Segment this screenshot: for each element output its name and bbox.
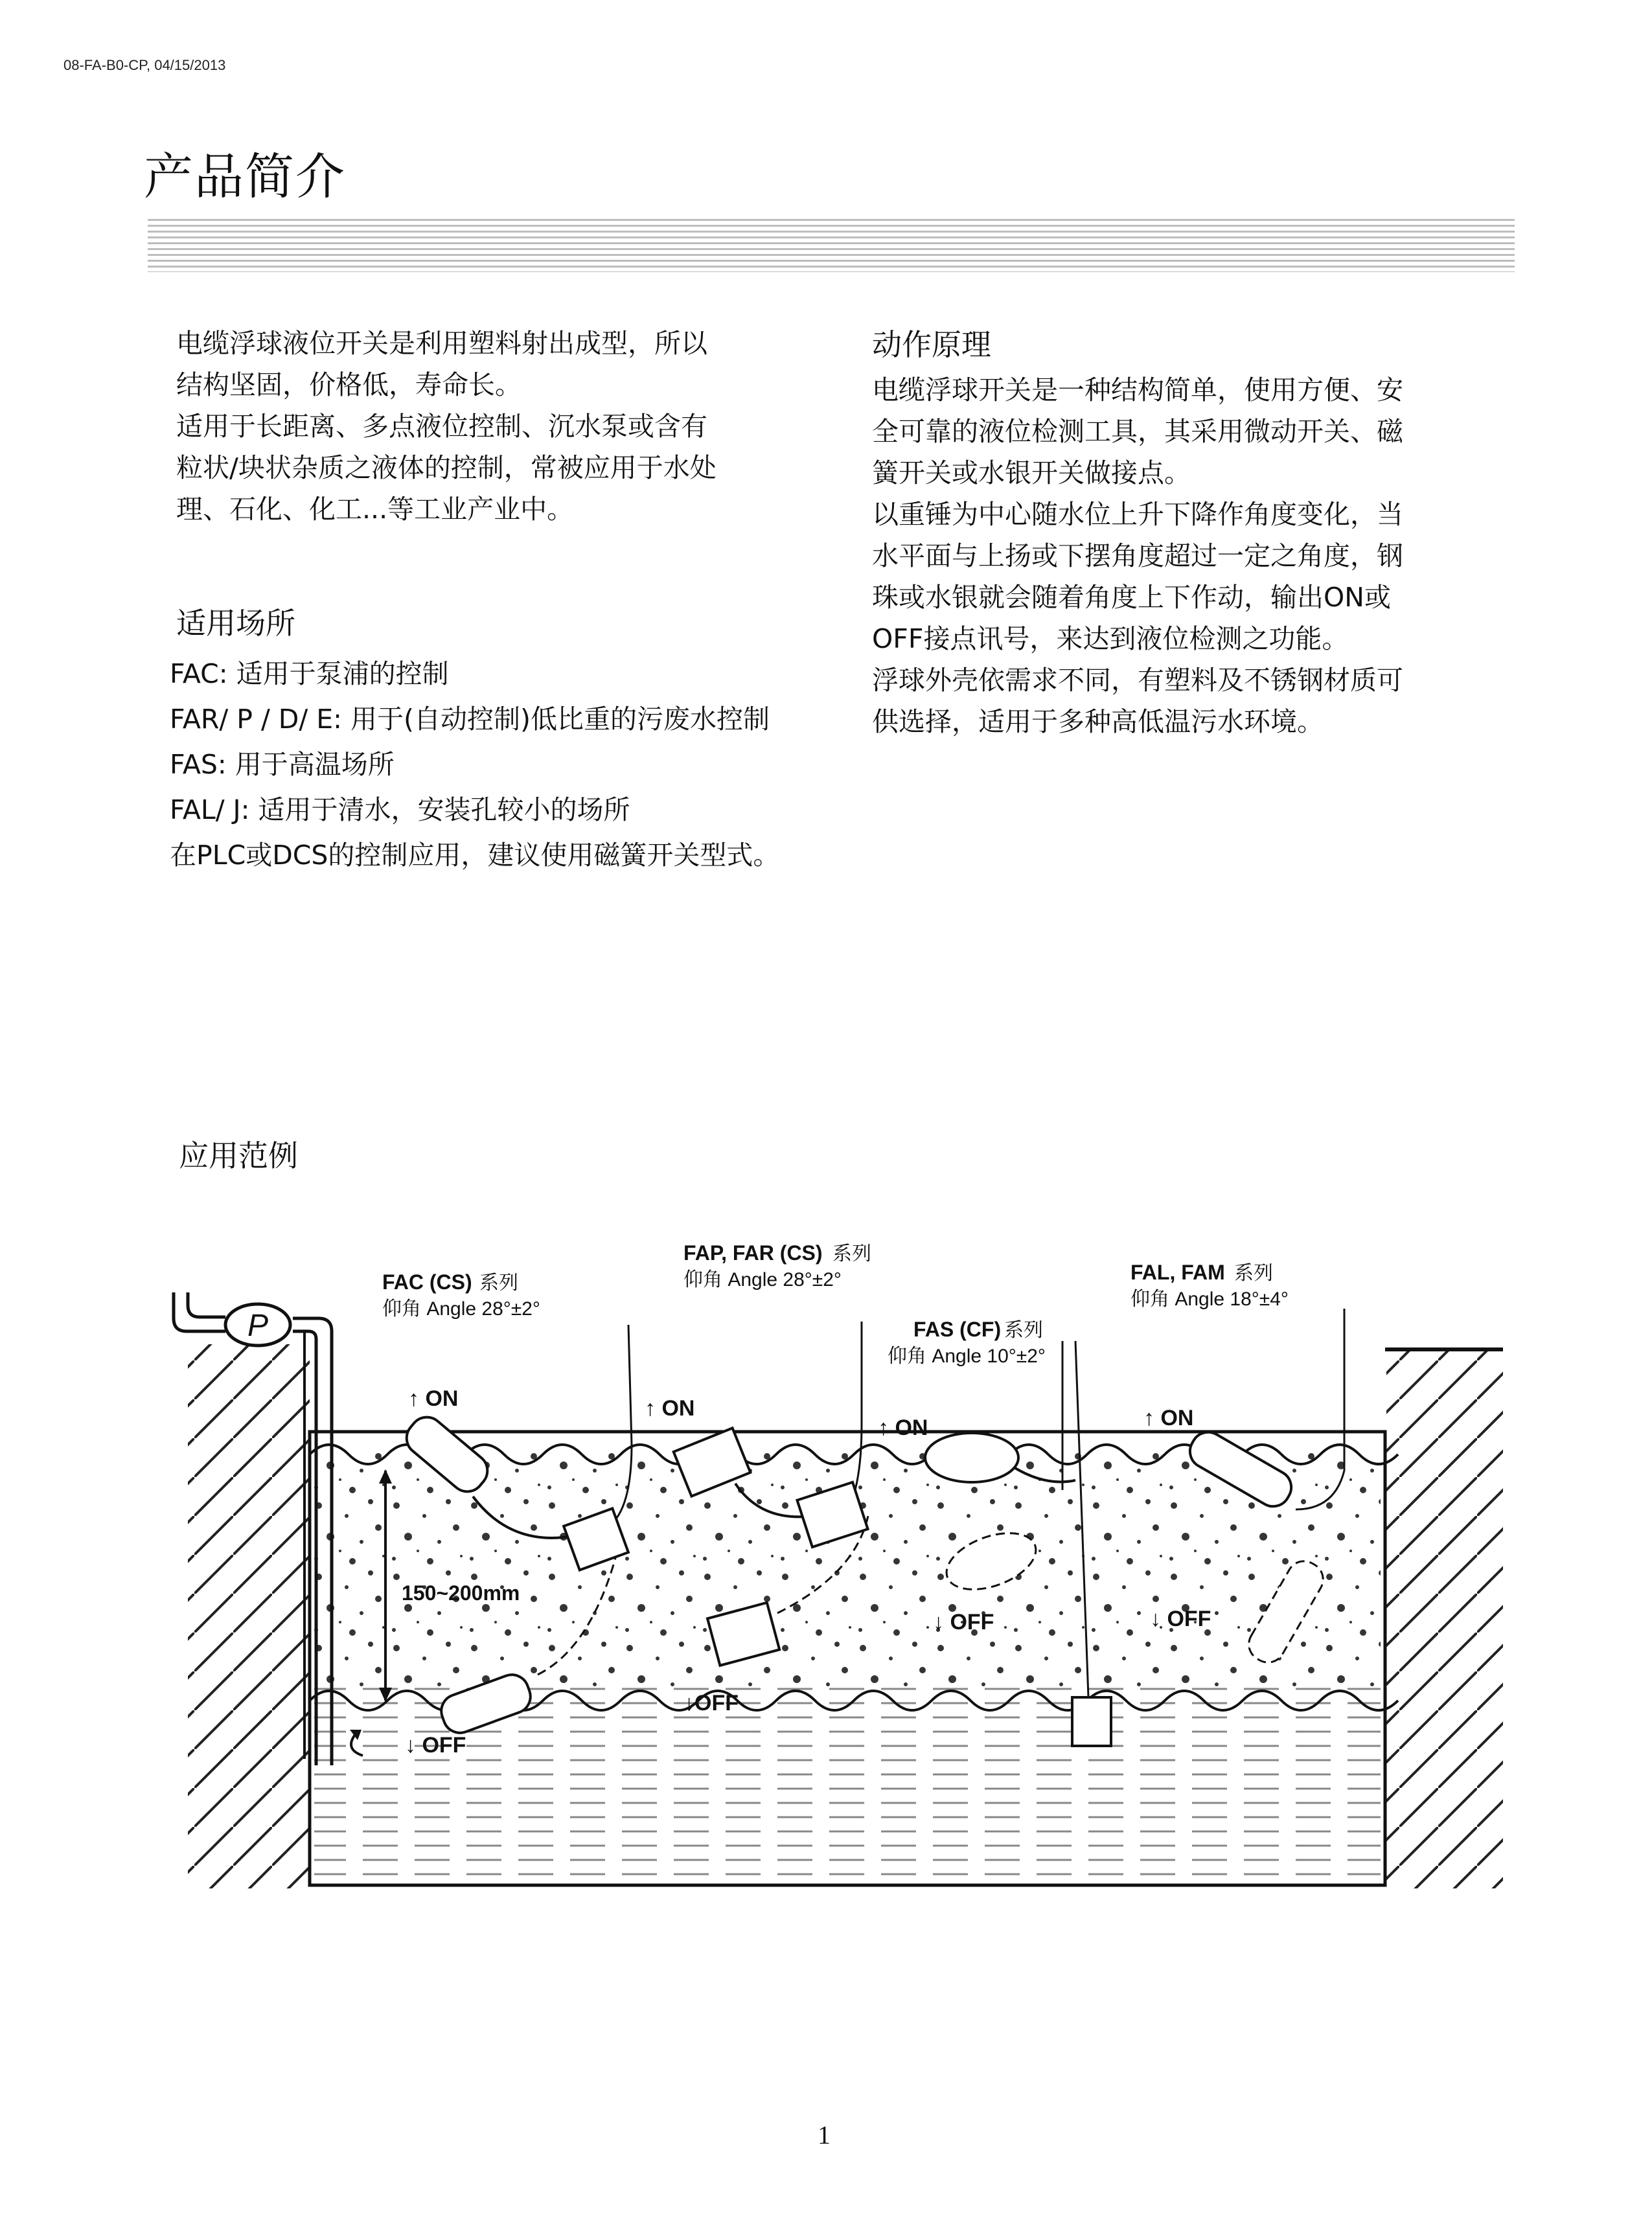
application-diagram (0, 1205, 1652, 1892)
principle-line: 供选择，适用于多种高低温污水环境。 (872, 706, 1324, 737)
intro-line: 理、石化、化工...等工业产业中。 (176, 494, 574, 525)
fal-label-group (1130, 1261, 1289, 1310)
fap-angle-label: 仰角 Angle 28°±2° (683, 1269, 842, 1290)
fap-label-group (683, 1241, 871, 1290)
counterweight (1072, 1697, 1111, 1746)
fac-series-label: FAC (CS) (382, 1270, 472, 1294)
fac-series-suffix: 系列 (479, 1272, 518, 1294)
range-label: 150~200mm (402, 1581, 520, 1605)
application-line: FAL/ J: 适用于清水，安装孔较小的场所 (170, 794, 630, 825)
page-number: 1 (818, 2120, 831, 2149)
intro-line: 结构坚固，价格低，寿命长。 (176, 369, 522, 400)
fap-series-label: FAP, FAR (CS) (683, 1241, 823, 1265)
document-id: 08-FA-B0-CP, 04/15/2013 (63, 57, 226, 73)
application-line: FAR/ P / D/ E: 用于(自动控制)低比重的污废水控制 (170, 704, 770, 735)
fas-series-label: FAS (CF) (913, 1318, 1002, 1341)
fal-on-label: ↑ ON (1143, 1406, 1194, 1430)
fap-off-label: ↓OFF (683, 1691, 739, 1715)
principle-line: 全可靠的液位检测工具，其采用微动开关、磁 (872, 416, 1403, 447)
fal-off-label: ↓ OFF (1150, 1607, 1211, 1631)
intro-line: 适用于长距离、多点液位控制、沉水泵或含有 (176, 411, 707, 442)
fac-on-label: ↑ ON (408, 1386, 459, 1411)
principle-line: 水平面与上扬或下摆角度超过一定之角度，钢 (872, 540, 1403, 571)
principle-paragraph (872, 369, 1403, 742)
fap-series-suffix: 系列 (832, 1243, 871, 1265)
fac-angle-label: 仰角 Angle 28°±2° (382, 1298, 540, 1320)
principle-line: 以重锤为中心随水位上升下降作角度变化，当 (872, 499, 1403, 530)
fas-label-group (888, 1318, 1046, 1367)
application-line: FAC: 适用于泵浦的控制 (170, 658, 449, 689)
principle-line: 珠或水银就会随着角度上下作动，输出ON或 (872, 582, 1391, 613)
pump-icon (225, 1304, 290, 1346)
title-rule-band (148, 219, 1515, 272)
fal-series-label: FAL, FAM (1130, 1261, 1225, 1284)
principle-line: 浮球外壳依需求不同，有塑料及不锈钢材质可 (872, 665, 1403, 696)
intro-line: 粒状/块状杂质之液体的控制，常被应用于水处 (176, 452, 717, 483)
principle-line: 电缆浮球开关是一种结构简单，使用方便、安 (872, 374, 1403, 406)
principle-heading: 动作原理 (872, 327, 991, 362)
page-title: 产品简介 (144, 148, 346, 205)
fas-off-label: ↓ OFF (933, 1610, 994, 1634)
intro-paragraph (176, 323, 717, 530)
application-line: FAS: 用于高温场所 (170, 749, 395, 780)
application-line: 在PLC或DCS的控制应用，建议使用磁簧开关型式。 (170, 840, 780, 871)
fal-series-suffix: 系列 (1234, 1263, 1273, 1284)
principle-line: 簧开关或水银开关做接点。 (872, 457, 1191, 488)
fac-label-group (382, 1270, 540, 1320)
applications-list (170, 651, 779, 878)
fac-off-label: ↓ OFF (405, 1733, 466, 1758)
fas-series-suffix: 系列 (1004, 1320, 1043, 1341)
intro-line: 电缆浮球液位开关是利用塑料射出成型，所以 (176, 328, 707, 359)
applications-heading: 适用场所 (176, 606, 295, 641)
fas-angle-label: 仰角 Angle 10°±2° (888, 1346, 1046, 1367)
fas-on-label: ↑ ON (878, 1416, 928, 1440)
fal-angle-label: 仰角 Angle 18°±4° (1130, 1289, 1289, 1310)
principle-line: OFF接点讯号，来达到液位检测之功能。 (872, 623, 1349, 654)
fap-on-label: ↑ ON (645, 1396, 695, 1421)
pump-label: P (247, 1309, 269, 1343)
examples-heading: 应用范例 (179, 1138, 298, 1173)
